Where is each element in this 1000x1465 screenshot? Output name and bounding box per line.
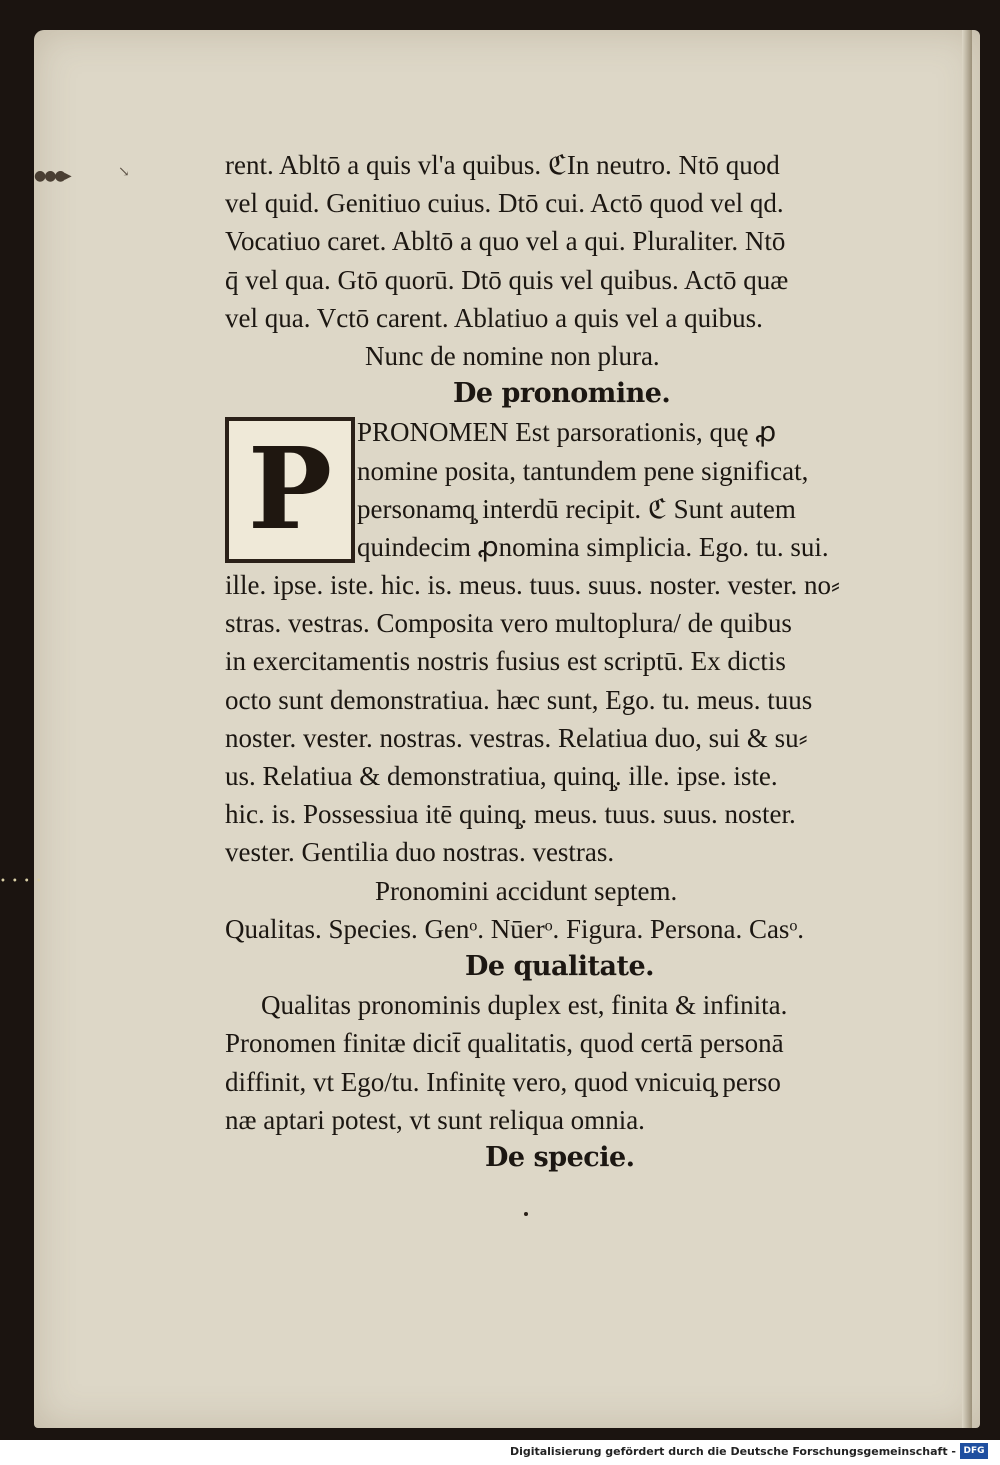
decorated-initial [225,417,355,563]
text-line: Qualitas pronominis duplex est, finita & infinita. [261,990,788,1021]
heading-specie: De specie. [485,1141,635,1173]
text-line: q̄ vel qua. Gtō quorū. Dtō quis vel quibus. Actō quæ [225,264,789,295]
text-line: hic. is. Possessiua itē quinq̧. meus. tuus. suus. noster. [225,799,796,830]
margin-mark: ●●●▸ [34,168,70,184]
text-line: diffinit, vt Ego/tu. Infinitę vero, quod vnicuiq̧ perso [225,1066,781,1097]
text-line: næ aptari potest, vt sunt reliqua omnia. [225,1104,645,1135]
page-edge [962,30,972,1428]
text-line: vel quid. Genitiuo cuius. Dtō cui. Actō quod vel qd. [225,188,784,219]
side-dots: •••• [0,876,48,887]
text-line: Pronomen finitæ dicit̄ qualitatis, quod certā personā [225,1028,784,1059]
text-line: rent. Abltō a quis vl'a quibus. ℭIn neutro. Ntō quod [225,150,780,180]
footer [0,1440,1000,1465]
text-line: PRONOMEN Est parsorationis, quę ꝓ [357,417,777,448]
text-line: us. Relatiua & demonstratiua, quinq̧. ille. ipse. iste. [225,761,778,791]
text-line: personamq̧ interdū recipit. ℭ Sunt autem [357,493,796,524]
text-line: Vocatiuo caret. Abltō a quo vel a qui. Pluraliter. Ntō [225,226,786,257]
margin-mark-small: ↘ [118,164,130,180]
heading-pronomine: De pronomine. [453,378,671,410]
qualitas-list: Qualitas. Species. Genᵒ. Nūerᵒ. Figura. Persona. Casᵒ. [225,913,804,944]
text-line: vel qua. Vctō carent. Ablatiuo a quis vel a quibus. [225,302,763,333]
dfg-logo: DFG [960,1443,988,1459]
accidunt-line: Pronomini accidunt septem. [375,875,678,906]
text-line: in exercitamentis nostris fusius est scriptū. Ex dictis [225,646,786,677]
text-line: ille. ipse. iste. hic. is. meus. tuus. suus. noster. vester. no⸗ [225,570,840,601]
nunc-line: Nunc de nomine non plura. [365,340,660,371]
initial-paragraph [225,413,945,566]
text-line: nomine posita, tantundem pene significat, [357,455,809,486]
page-text [225,146,945,1177]
footer-text: Digitalisierung gefördert durch die Deutsche Forschungsgemeinschaft - [509,1445,956,1458]
heading-qualitate: De qualitate. [465,950,655,982]
text-line: octo sunt demonstratiua. hæc sunt, Ego. tu. meus. tuus [225,684,813,715]
text-line: vester. Gentilia duo nostras. vestras. [225,837,615,868]
text-line: noster. vester. nostras. vestras. Relatiua duo, sui & su⸗ [225,722,808,753]
text-line: stras. vestras. Composita vero multoplura/ de quibus [225,608,792,639]
initial-letter: P [247,424,333,556]
text-line: quindecim ꝓnomina simplicia. Ego. tu. sui. [357,531,829,562]
ink-dot [524,1212,528,1216]
